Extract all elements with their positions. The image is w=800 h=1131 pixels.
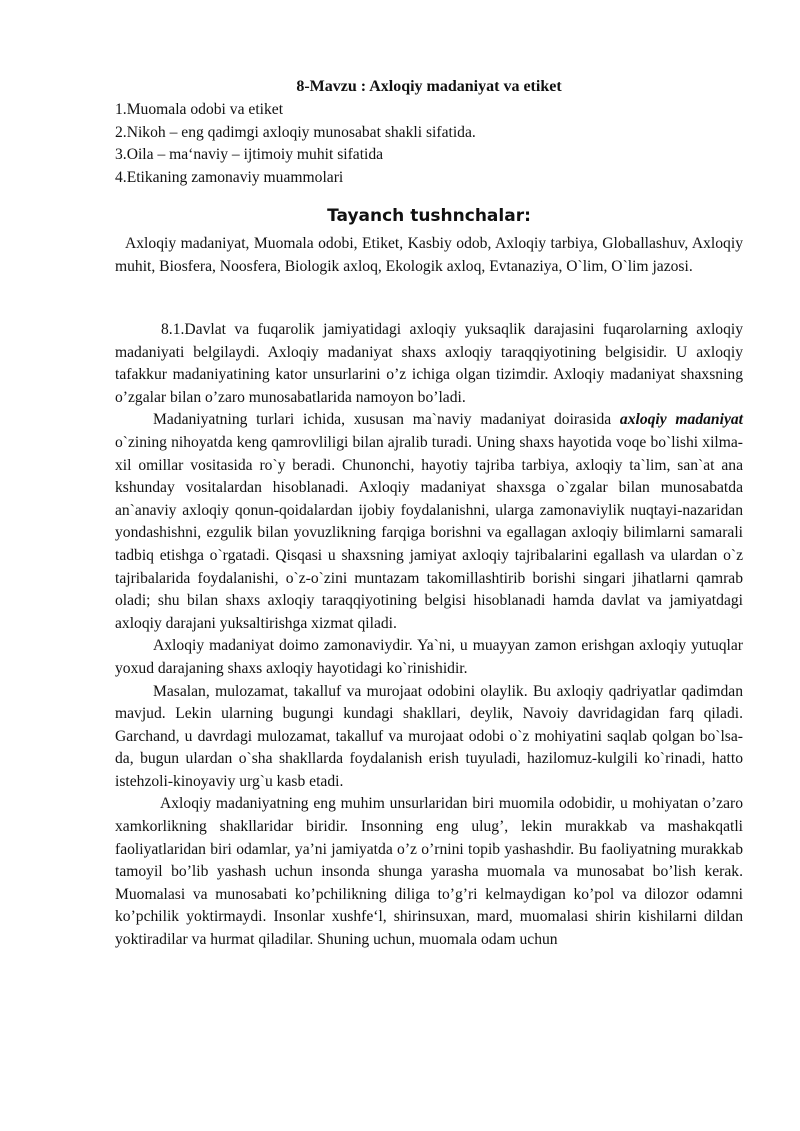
body-paragraph: Masalan, mulozamat, takalluf va murojaat odobini olaylik. Bu axloqiy qadriyatlar qadimdan mavjud. Lekin ularning bugungi kundagi shakllari, deylik, Navoiy davridagidan farq qiladi. Garchand, u davrdagi mulozamat, takalluf va murojaat odobi o`z mohiyatini saqlab qolgan bo`lsa-da, bugun ulardan o`sha shakllarda foydalanish erish tuyuladi, hazilomuz-kulgili ko`rinadi, hatto istehzoli-kinoyaviy urg`u kasb etadi. (115, 682, 743, 790)
document-body (115, 319, 743, 952)
topic-outline (115, 99, 755, 189)
body-paragraph (115, 409, 743, 635)
outline-item: 3.Oila – ma‘naviy – ijtimoiy muhit sifatida (115, 146, 384, 164)
paragraph-text: Madaniyatning turlari ichida, xususan ma`naviy madaniyat doirasida (153, 411, 620, 429)
paragraph-text: o`zining nihoyatda keng qamrovliligi bilan ajralib turadi. Uning shaxs hayotida voqe bo`lishi xilma-xil omillar vositasida ro`y beradi. Chunonchi, hayotiy tajriba tarbiya, axloqiy ta`lim, san`at ana kshunday vositalardan hisoblanadi. Axloqiy madaniyat shaxsga o`zgalar bilan munosabatda an`anaviy axloqiy qonun-qoidalardan ijobiy foydalanishni, ularga zamonaviylik nuqtayi-nazaridan yondashishni, ezgulik bilan yovuzlikning farqiga borishni va egallagan axloqiy bilimlarni samarali tadbiq etishga o`rgatadi. Qisqasi u shaxsning jamiyat axloqiy tajribalarini egallash va ulardan o`z tajribalarida foydalanishi, o`z-o`zini muntazam takomillashtirib borishi singari jihatlarni qamrab oladi; shu bilan shaxs axloqiy taraqqiyotining belgisi hisoblanadi hamda davlat va jamiyatdagi axloqiy darajani yuksaltirishga xizmat qiladi. (115, 433, 743, 632)
outline-item: 2.Nikoh – eng qadimgi axloqiy munosabat shakli sifatida. (115, 123, 476, 141)
key-terms-heading: Tayanch tushnchalar: (327, 206, 531, 226)
page-title: 8-Mavzu : Axloqiy madaniyat va etiket (296, 78, 562, 95)
body-paragraph: Axloqiy madaniyat doimo zamonaviydir. Ya`ni, u muayyan zamon erishgan axloqiy yutuqlar yoxud darajaning shaxs axloqiy hayotidagi ko`rinishidir. (115, 637, 743, 677)
key-terms-list: Axloqiy madaniyat, Muomala odobi, Etiket, Kasbiy odob, Axloqiy tarbiya, Globallashuv, Axloqiy muhit, Biosfera, Noosfera, Biologik axloq, Ekologik axloq, Evtanaziya, O`lim, O`lim jazosi. (115, 235, 743, 275)
outline-item: 4.Etikaning zamonaviy muammolari (115, 168, 344, 186)
body-paragraph: Axloqiy madaniyatning eng muhim unsurlaridan biri muomila odobidir, u mohiyatan o’zaro xamkorlikning shakllaridar biridir. Insonning eng ulug’, lekin murakkab va mashakqatli faoliyatlaridan biri odamlar, ya’ni jamiyatda o’z o’rnini topib yashashdir. Bu faoliyatning murakkab tamoyil bo’lib yashash uchun insonda shunga yarasha muomala va munosabat bo’lish kerak. Muomalasi va munosabati ko’pchilikning diliga to’g’ri kelmaydigan ko’pol va dilozor odamni ko’pchilik yoktirmaydi. Insonlar xushfe‘l, shirinsuxan, mard, muomalasi shirin kishilarni dildan yoktiradilar va hurmat qiladilar. Shuning uchun, muomala odam uchun (115, 795, 743, 949)
emphasized-term: axloqiy madaniyat (619, 411, 743, 429)
outline-item: 1.Muomala odobi va etiket (115, 101, 284, 118)
body-paragraph: 8.1.Davlat va fuqarolik jamiyatidagi axloqiy yuksaqlik darajasini fuqarolarning axloqiy madaniyati belgilaydi. Axloqiy madaniyat shaxs axloqiy taraqqiyotining belgisidir. U axloqiy tafakkur madaniyatining kator unsurlarini o’z ichiga olgan tizimdir. Axloqiy madaniyat shaxsning o’zgalar bilan o’zaro munosabatlarida namoyon bo’ladi. (115, 321, 743, 406)
